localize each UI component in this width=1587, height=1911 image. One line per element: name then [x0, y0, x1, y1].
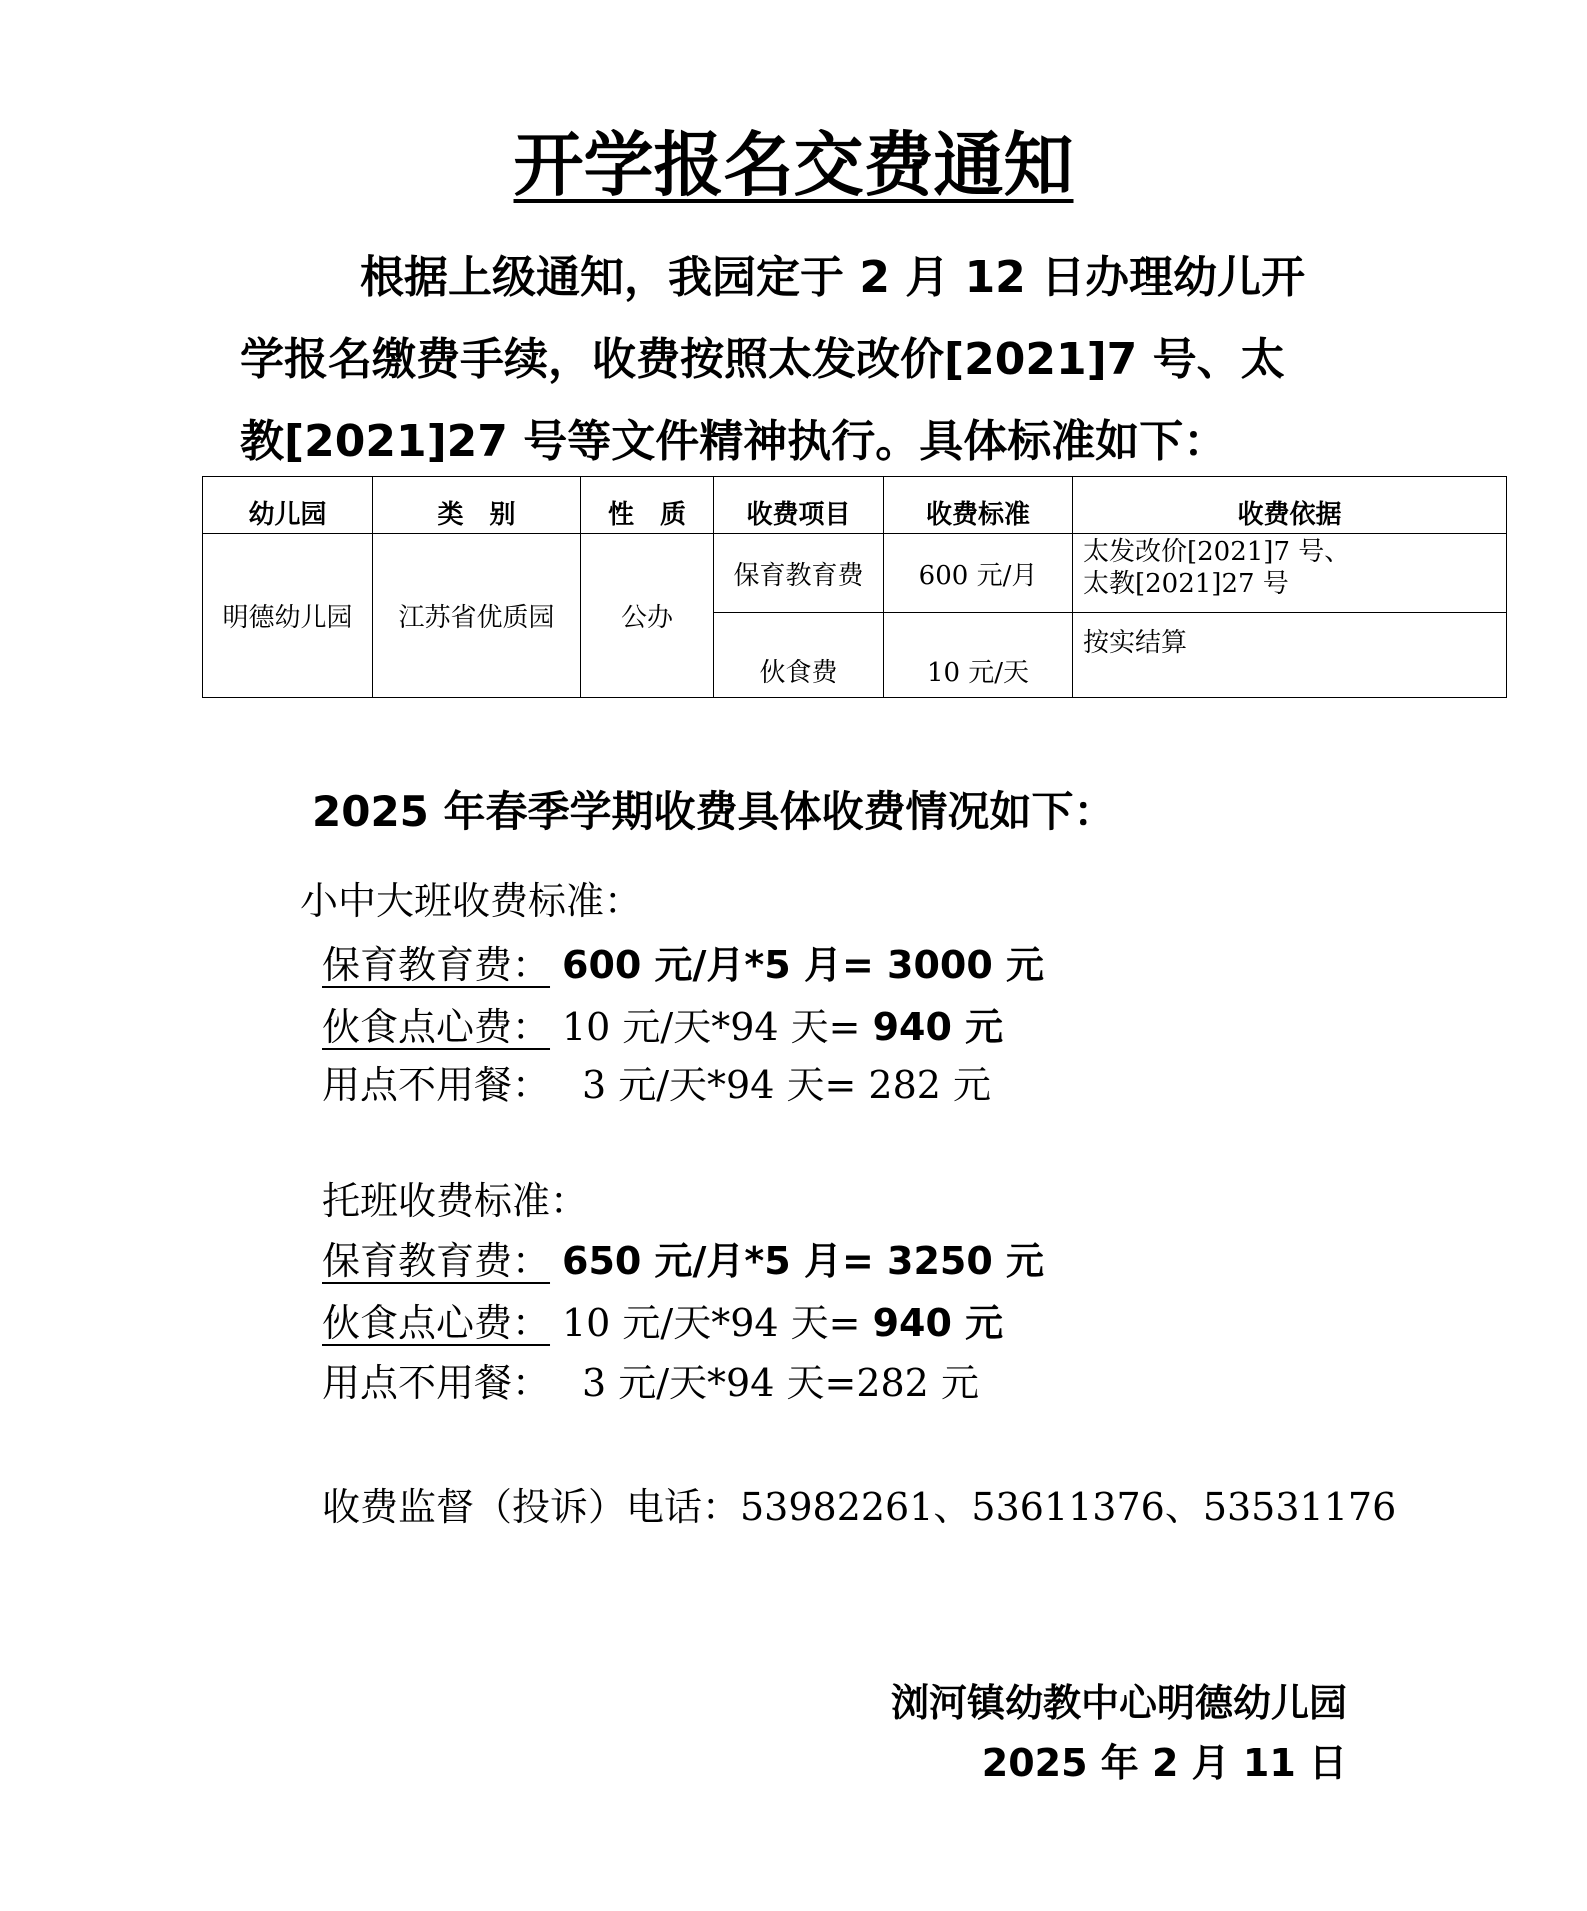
spring-fee-title: 2025 年春季学期收费具体收费情况如下： [312, 787, 1116, 836]
regular-snack-line [322, 1060, 991, 1110]
intro-line-1: 根据上级通知，我园定于 2 月 12 日办理幼儿开 [360, 252, 1306, 303]
cell-fee-basis [1073, 613, 1507, 698]
snack-label: 用点不用餐： [322, 1361, 551, 1405]
header-category: 类 别 [373, 477, 581, 534]
nursery-tuition-line [322, 1236, 1044, 1286]
regular-meals-line [322, 1002, 1003, 1052]
snack-label: 用点不用餐： [322, 1063, 551, 1107]
header-fee-item: 收费项目 [714, 477, 884, 534]
meals-label: 伙食点心费： [322, 1005, 551, 1049]
intro-line-2: 学报名缴费手续，收费按照太发改价[2021]7 号、太 [240, 334, 1285, 385]
basis-line: 太教[2021]27 号 [1083, 569, 1289, 599]
header-fee-standard: 收费标准 [884, 477, 1073, 534]
basis-line: 太发改价[2021]7 号、 [1083, 537, 1351, 567]
meals-value: 10 元/天*94 天= [562, 1301, 873, 1345]
cell-fee-item: 保育教育费 [714, 534, 884, 613]
tuition-label: 保育教育费： [322, 943, 551, 987]
regular-tuition-line [322, 940, 1044, 990]
cell-fee-item: 伙食费 [714, 613, 884, 698]
cell-nature: 公办 [581, 534, 714, 698]
nursery-snack-line [322, 1358, 979, 1408]
cell-category: 江苏省优质园 [373, 534, 581, 698]
cell-fee-standard: 600 元/月 [884, 534, 1073, 613]
cell-kindergarten: 明德幼儿园 [203, 534, 373, 698]
meals-total: 940 元 [872, 1005, 1004, 1049]
meals-label: 伙食点心费： [322, 1301, 551, 1345]
signature-date: 2025 年 2 月 11 日 [981, 1741, 1347, 1785]
snack-value: 3 元/天*94 天= 282 元 [582, 1063, 992, 1107]
tuition-value: 650 元/月*5 月= 3250 元 [562, 1239, 1045, 1283]
notice-title: 开学报名交费通知 [513, 124, 1074, 206]
basis-line: 按实结算 [1083, 628, 1188, 658]
header-kindergarten: 幼儿园 [203, 477, 373, 534]
nursery-heading: 托班收费标准： [322, 1179, 589, 1223]
meals-total: 940 元 [872, 1301, 1004, 1345]
snack-value: 3 元/天*94 天=282 元 [582, 1361, 979, 1405]
header-fee-basis: 收费依据 [1073, 477, 1507, 534]
intro-line-3: 教[2021]27 号等文件精神执行。具体标准如下： [240, 416, 1228, 467]
nursery-meals-line [322, 1298, 1003, 1348]
signature-organization: 浏河镇幼教中心明德幼儿园 [890, 1681, 1347, 1725]
meals-value: 10 元/天*94 天= [562, 1005, 873, 1049]
fee-standard-table [202, 476, 1507, 698]
tuition-value: 600 元/月*5 月= 3000 元 [562, 943, 1045, 987]
regular-heading: 小中大班收费标准： [300, 879, 643, 923]
complaint-phone-line: 收费监督（投诉）电话：53982261、53611376、53531176 [322, 1485, 1397, 1529]
cell-fee-basis [1073, 534, 1507, 613]
table-row [203, 534, 1507, 613]
tuition-label: 保育教育费： [322, 1239, 551, 1283]
cell-fee-standard: 10 元/天 [884, 613, 1073, 698]
header-nature: 性 质 [581, 477, 714, 534]
table-header-row [203, 477, 1507, 534]
